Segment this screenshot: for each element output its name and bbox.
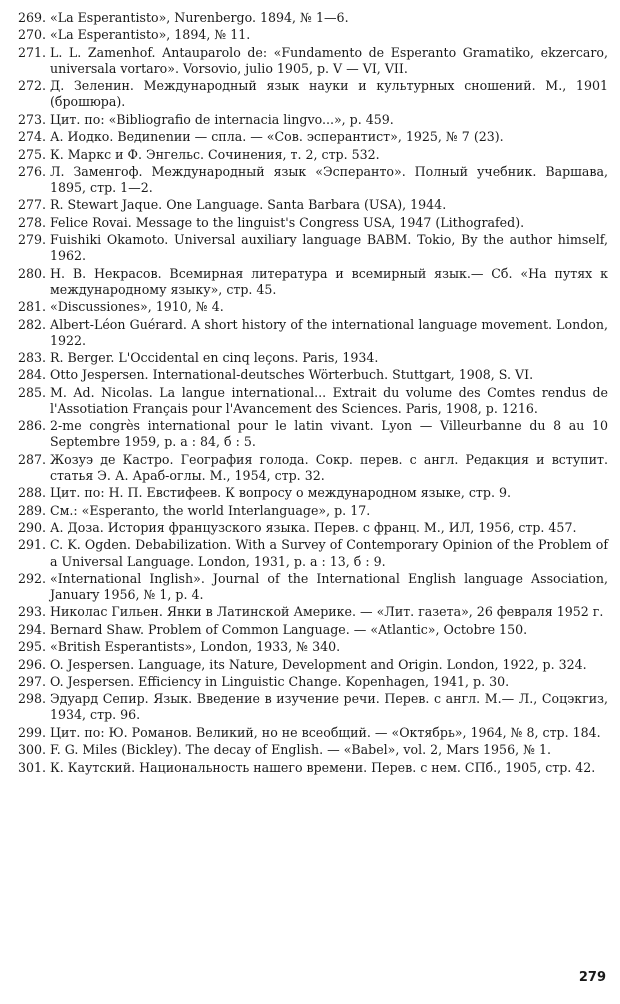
- reference-entry: [10, 317, 608, 349]
- reference-entry: [10, 520, 608, 536]
- reference-text: Н. В. Некрасов. Всемирная литература и всемирный язык.— Сб. «На путях к международному языку», стр. 45.: [50, 265, 608, 297]
- reference-entry: [10, 215, 608, 231]
- reference-number: 277.: [17, 197, 46, 213]
- reference-number: 285.: [17, 384, 46, 400]
- reference-text: Цит. по: Ю. Романов. Великий, но не всеобщий. — «Октябрь», 1964, № 8, стр. 184.: [50, 724, 601, 740]
- reference-entry: [10, 418, 608, 450]
- reference-number: 291.: [17, 537, 46, 553]
- reference-entry: [10, 367, 608, 383]
- reference-number: 289.: [17, 502, 46, 518]
- reference-text: L. L. Zamenhof. Antauparolo de: «Fundamento de Esperanto Gramatiko, ekzercaro, universala vortaro». Vorsovio, julio 1905, p. V — VI, VII.: [50, 44, 608, 76]
- reference-number: 276.: [17, 163, 46, 179]
- reference-text: К. Маркс и Ф. Энгельс. Сочинения, т. 2, стр. 532.: [50, 146, 380, 162]
- reference-entry: [10, 571, 608, 603]
- reference-entry: [10, 503, 608, 519]
- reference-text: К. Каутский. Национальность нашего времени. Перев. с нем. СПб., 1905, стр. 42.: [50, 759, 596, 775]
- reference-entry: [10, 299, 608, 315]
- reference-text: 2-me congrès international pour le latin vivant. Lyon — Villeurbanne du 8 au 10 Septembre 1959, p. a : 84, б : 5.: [50, 418, 608, 450]
- reference-number: 301.: [17, 759, 46, 775]
- reference-entry: [10, 232, 608, 264]
- reference-text: «La Esperantisto», Nurenbergo. 1894, № 1—6.: [50, 10, 349, 25]
- reference-text: «La Esperantisto», 1894, № 11.: [50, 27, 251, 43]
- reference-text: Fuishiki Okamoto. Universal auxiliary language BABM. Tokio, By the author himself, 1962.: [50, 232, 608, 264]
- reference-entry: [10, 691, 608, 723]
- reference-number: 300.: [17, 742, 46, 758]
- reference-entry: [10, 537, 608, 569]
- reference-number: 271.: [17, 44, 46, 60]
- reference-entry: [10, 266, 608, 298]
- reference-list: [10, 10, 608, 776]
- reference-text: R. Stewart Jaque. One Language. Santa Barbara (USA), 1944.: [50, 197, 447, 213]
- reference-entry: [10, 10, 608, 26]
- reference-text: Цит. по: Н. П. Евстифеев. К вопросу о международном языке, стр. 9.: [50, 485, 511, 501]
- reference-text: Цит. по: «Bibliografio de internacia lingvo...», p. 459.: [50, 111, 394, 127]
- reference-text: Жозуэ де Кастро. География голода. Сокр. перев. с англ. Редакция и вступит. статья Э. А. Араб-оглы. М., 1954, стр. 32.: [50, 451, 608, 483]
- reference-entry: [10, 78, 608, 110]
- reference-text: F. G. Miles (Bickley). The decay of English. — «Babel», vol. 2, Mars 1956, № 1.: [50, 742, 552, 758]
- reference-text: А. Доза. История французского языка. Перев. с франц. М., ИЛ, 1956, стр. 457.: [50, 520, 577, 536]
- reference-number: 299.: [17, 724, 46, 740]
- reference-text: «International Inglish». Journal of the International English language Association, January 1956, № 1, p. 4.: [50, 570, 608, 603]
- reference-text: Albert-Léon Guérard. A short history of the international language movement. London, 1922.: [50, 316, 608, 348]
- reference-entry: [10, 725, 608, 741]
- reference-number: 269.: [17, 10, 46, 25]
- reference-number: 295.: [17, 639, 46, 655]
- reference-entry: [10, 197, 608, 213]
- reference-text: Bernard Shaw. Problem of Common Language. — «Atlantic», Octobre 150.: [50, 621, 528, 637]
- reference-text: Л. Заменгоф. Международный язык «Эсперанто». Полный учебник. Варшава, 1895, стр. 1—2.: [50, 163, 608, 196]
- page-number: 279: [578, 970, 606, 985]
- reference-number: 280.: [17, 265, 46, 281]
- reference-number: 286.: [17, 418, 46, 434]
- reference-text: А. Иодко. Ведиnenии — спла. — «Сов. эсперантист», 1925, № 7 (23).: [50, 129, 504, 145]
- reference-number: 288.: [17, 485, 46, 501]
- reference-entry: [10, 485, 608, 501]
- reference-number: 281.: [17, 299, 46, 315]
- reference-number: 272.: [17, 78, 46, 94]
- reference-entry: [10, 604, 608, 620]
- reference-entry: [10, 760, 608, 776]
- reference-text: C. K. Ogden. Debabilization. With a Survey of Contemporary Opinion of the Problem of a Universal Language. London, 1931, p. a : 13, б : 9.: [50, 537, 608, 569]
- reference-number: 293.: [17, 604, 46, 620]
- reference-text: R. Berger. L'Occidental en cinq leçons. Paris, 1934.: [50, 350, 379, 366]
- reference-number: 287.: [17, 451, 46, 467]
- reference-text: O. Jespersen. Efficiency in Linguistic Change. Kopenhagen, 1941, p. 30.: [50, 673, 510, 689]
- reference-entry: [10, 639, 608, 655]
- reference-entry: [10, 622, 608, 638]
- reference-entry: [10, 112, 608, 128]
- reference-entry: [10, 27, 608, 43]
- reference-number: 273.: [17, 111, 46, 127]
- reference-entry: [10, 657, 608, 673]
- reference-number: 279.: [17, 232, 46, 248]
- reference-entry: [10, 385, 608, 417]
- reference-entry: [10, 147, 608, 163]
- reference-number: 292.: [17, 570, 46, 586]
- reference-entry: [10, 129, 608, 145]
- reference-text: M. Ad. Nicolas. La langue international... Extrait du volume des Comtes rendus de l'Assotiation Français pour l'Avancement des Sciences. Paris, 1908, p. 1216.: [50, 384, 608, 416]
- reference-entry: [10, 742, 608, 758]
- reference-number: 290.: [17, 520, 46, 536]
- reference-text: Д. Зеленин. Международный язык науки и культурных сношений. М., 1901 (брошюра).: [50, 78, 608, 110]
- reference-entry: [10, 164, 608, 196]
- reference-text: Николас Гильен. Янки в Латинской Америке. — «Лит. газета», 26 февраля 1952 г.: [50, 604, 604, 620]
- reference-text: «Discussiones», 1910, № 4.: [50, 299, 224, 315]
- reference-text: O. Jespersen. Language, its Nature, Development and Origin. London, 1922, p. 324.: [50, 656, 587, 672]
- reference-number: 274.: [17, 129, 46, 145]
- reference-text: «British Esperantists», London, 1933, № 340.: [50, 639, 341, 655]
- reference-entry: [10, 350, 608, 366]
- reference-number: 297.: [17, 673, 46, 689]
- reference-number: 296.: [17, 656, 46, 672]
- reference-text: Эдуард Сепир. Язык. Введение в изучение речи. Перев. с англ. М.— Л., Соцэкгиз, 1934, стр. 96.: [50, 691, 608, 723]
- reference-entry: [10, 452, 608, 484]
- reference-number: 278.: [17, 214, 46, 230]
- reference-text: См.: «Esperanto, the world Interlanguage», p. 17.: [50, 502, 371, 518]
- reference-entry: [10, 674, 608, 690]
- reference-text: Felice Rovai. Message to the linguist's Congress USA, 1947 (Lithografed).: [50, 214, 525, 230]
- reference-number: 283.: [17, 350, 46, 366]
- reference-number: 298.: [17, 691, 46, 707]
- reference-entry: [10, 45, 608, 77]
- reference-number: 294.: [17, 621, 46, 637]
- reference-number: 282.: [17, 316, 46, 332]
- reference-number: 284.: [17, 367, 46, 383]
- reference-text: Otto Jespersen. International-deutsches Wörterbuch. Stuttgart, 1908, S. VI.: [50, 367, 534, 383]
- reference-number: 275.: [17, 146, 46, 162]
- reference-number: 270.: [17, 27, 46, 43]
